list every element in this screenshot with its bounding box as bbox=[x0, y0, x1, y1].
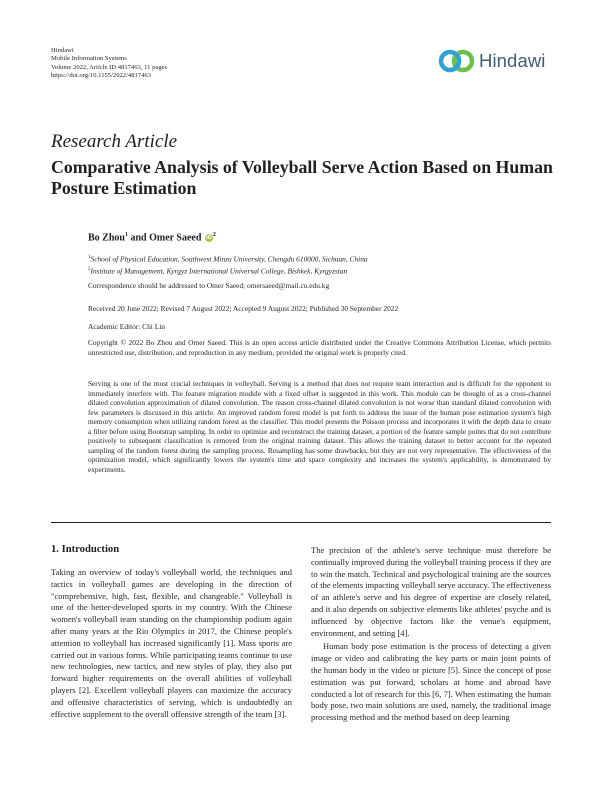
affiliation-mark: 1 bbox=[88, 255, 91, 260]
affiliation-text: School of Physical Education, Southwest Minzu University, Chengdu 610000, Sichuan, China bbox=[90, 254, 368, 264]
body-paragraph: The precision of the athlete's serve technique must therefore be continually improved during the volleyball training process if they are to win the match. Technical and psychological training are the sources of the elements impacting volleyball serve accuracy. The effectiveness of an athlete's serve and his degree of expertise are closely related, and it also depends on subjective elements like athletes' psyche and is influenced by objective factors like the venue's equipment, environment, and setting [4]. bbox=[311, 545, 551, 638]
body-column-left bbox=[51, 567, 292, 720]
body-paragraph: Human body pose estimation is the process of detecting a given image or video and calibrating the key parts or main joint points of the human body in the video or picture [5]. Since the concept of pose estimation was put forward, scholars at home and abroad have conducted a lot of research for this [6, 7]. When estimating the human body pose, two main solutions are used, namely, the traditional image processing method and the method based on deep learning bbox=[311, 641, 551, 723]
hindawi-rings-icon bbox=[437, 48, 477, 74]
paper-title: Comparative Analysis of Volleyball Serve Action Based on Human Posture Estimation bbox=[51, 157, 553, 198]
affiliation-mark: 2 bbox=[88, 267, 91, 273]
author-affiliation-mark: 2 bbox=[212, 232, 216, 238]
doi-link[interactable]: https://doi.org/10.1155/2022/4817463 bbox=[51, 71, 152, 79]
journal-meta bbox=[51, 47, 167, 80]
affiliation-item bbox=[88, 264, 368, 276]
affiliation-text: Institute of Management, Kyrgyz International Universal College, Bishkek, Kyrgyzstan bbox=[90, 266, 348, 276]
author-separator: and bbox=[127, 232, 150, 244]
hindawi-logo bbox=[437, 48, 555, 74]
body-paragraph: Taking an overview of today's volleyball world, the techniques and tactics in volleyball games are developing in the direction of "comprehensive, high, fast, flexible, and changeable." Volleyball is one of the better-developed sports in my country. With the Chinese women's volleyball team standing on the championship podium again after many years at the Rio Olympics in 2017, the Chinese people's attention to volleyball has increased significantly [1]. Mass sports are carried out in various forms. While participating teams continue to use new technologies, new tactics, and new styles of play, they also put forward higher requirements on the overall abilities of volleyball players [2]. Excellent volleyball players can maximize the accuracy and offensive characteristics of serving, which is undoubtedly an effective supplement to the overall offensive strength of the team [3]. bbox=[51, 567, 292, 719]
publication-dates: Received 20 June 2022; Revised 7 August 2022; Accepted 9 August 2022; Published 30 September 2022 bbox=[88, 304, 399, 313]
affiliations bbox=[88, 252, 368, 277]
author-list bbox=[88, 232, 216, 243]
correspondence: Correspondence should be addressed to Omer Saeed; omersaeed@mail.cu.edu.kg bbox=[88, 281, 330, 290]
abstract: Serving is one of the most crucial techniques in volleyball. Serving is a method that does not require team interaction and is difficult for the opponent to immediately interfere with. The feature migration module with a fixed offset is suggested in this work. This module can be thought of as a cross-channel dilated convolution approximation of dilated convolution. The reason cross-channel dilated convolution is not worse than standard dilated convolution with few parameters is discussed in this article. An improved random forest model is put forth to address the issue of the human pose estimation system's high memory consumption when utilizing random forest as the classifier. This model presents the Poisson process and incorporates it with the depth data to create a filter before using Bootstrap sampling. In order to optimize and reconstruct the training dataset, a portion of the feature sample points that do not contribute positively to subsequent classification is removed from the original training dataset. This allows the training dataset to better account for the repeated sampling of the random forest during the sampling process. Resampling has some drawbacks, but they are not very representative. The effectiveness of the optimization model, which significantly lowers the system's time and space complexity and increases the system's applicability, is demonstrated by experiments. bbox=[88, 379, 551, 474]
affiliation-item bbox=[88, 252, 368, 264]
article-type: Research Article bbox=[51, 131, 178, 152]
orcid-icon[interactable]: iD bbox=[206, 235, 212, 242]
author-name[interactable]: Omer Saeed bbox=[149, 232, 202, 244]
journal-name: Mobile Information Systems bbox=[51, 55, 127, 63]
logo-wordmark: Hindawi bbox=[479, 50, 546, 71]
author-affiliation-mark: 1 bbox=[124, 232, 128, 238]
body-column-right bbox=[311, 545, 551, 724]
publisher-name: Hindawi bbox=[51, 47, 74, 54]
section-heading: 1. Introduction bbox=[51, 544, 120, 555]
volume-line: Volume 2022, Article ID 4817463, 11 pages bbox=[51, 63, 168, 71]
academic-editor: Academic Editor: Chi Lin bbox=[88, 322, 165, 331]
divider bbox=[51, 522, 551, 523]
copyright-notice: Copyright © 2022 Bo Zhou and Omer Saeed. This is an open access article distributed under the Creative Commons Attribution License, which permits unrestricted use, distribution, and reproduction in any medium, provided the original work is properly cited. bbox=[88, 338, 551, 357]
author-name[interactable]: Bo Zhou bbox=[88, 232, 125, 244]
